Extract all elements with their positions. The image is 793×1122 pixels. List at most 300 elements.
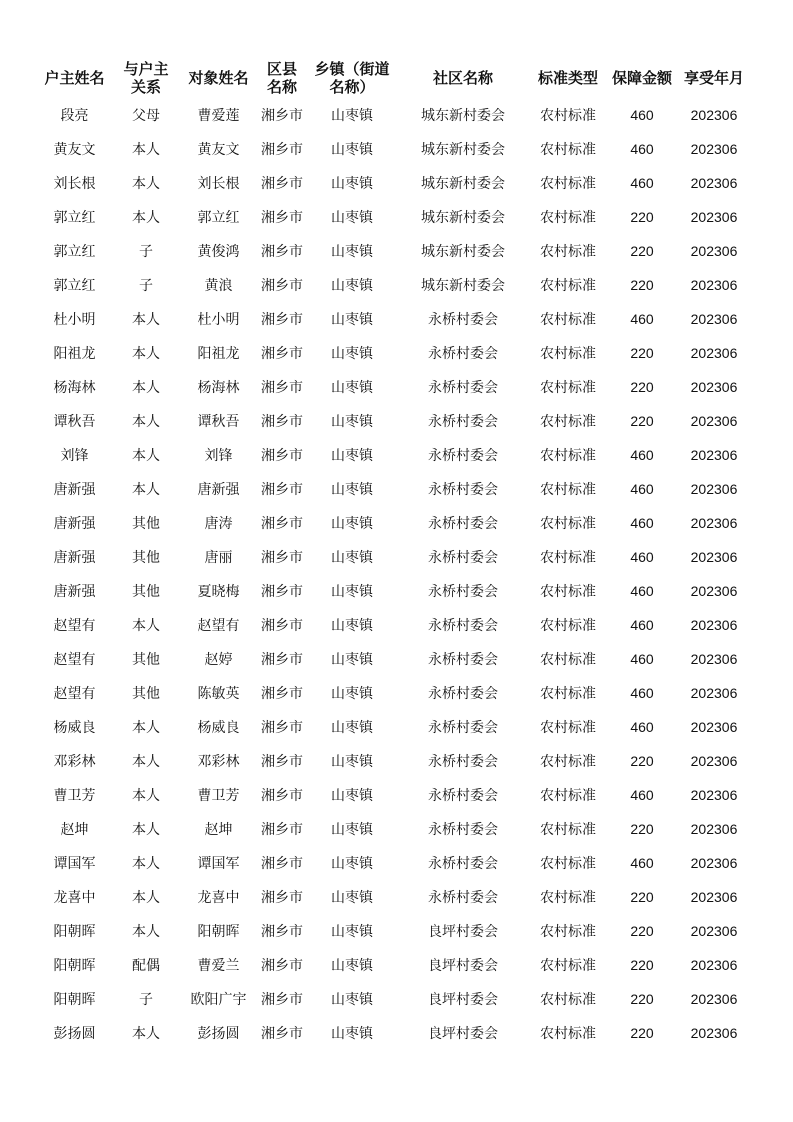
cell-community: 永桥村委会 — [428, 754, 498, 770]
cell-benefit-month: 202306 — [690, 923, 738, 939]
cell-community: 永桥村委会 — [428, 380, 498, 396]
cell-county: 湘乡市 — [261, 142, 303, 158]
cell-county: 湘乡市 — [261, 312, 303, 328]
cell-head-name: 刘长根 — [53, 176, 96, 192]
cell-benefit-month: 202306 — [690, 889, 738, 905]
cell-relation: 父母 — [132, 108, 160, 124]
cell-standard-type: 农村标准 — [540, 890, 596, 906]
cell-benefit-month: 202306 — [690, 345, 738, 361]
cell-recipient-name: 龙喜中 — [197, 890, 240, 906]
cell-recipient-name: 黄浪 — [204, 278, 233, 294]
cell-relation: 本人 — [132, 618, 160, 634]
cell-benefit-month: 202306 — [690, 379, 738, 395]
cell-relation: 本人 — [132, 1026, 160, 1042]
cell-recipient-name: 阳祖龙 — [197, 346, 240, 362]
cell-head-name: 郭立红 — [53, 278, 96, 294]
cell-benefit-month: 202306 — [690, 821, 738, 837]
column-header-line: 名称 — [266, 78, 297, 96]
cell-relation: 其他 — [132, 584, 160, 600]
cell-township: 山枣镇 — [331, 788, 373, 804]
cell-community: 永桥村委会 — [428, 312, 498, 328]
cell-benefit-amount: 460 — [630, 651, 654, 667]
cell-recipient-name: 杨威良 — [197, 720, 240, 736]
cell-head-name: 唐新强 — [53, 550, 96, 566]
column-header-recipient-name — [180, 58, 257, 98]
cell-benefit-amount: 460 — [630, 447, 654, 463]
cell-township: 山枣镇 — [331, 1026, 373, 1042]
cell-township: 山枣镇 — [331, 108, 373, 124]
cell-benefit-amount: 220 — [630, 277, 654, 293]
table-row — [37, 710, 751, 744]
table-row — [37, 540, 751, 574]
cell-township: 山枣镇 — [331, 686, 373, 702]
cell-recipient-name: 欧阳广宇 — [190, 992, 247, 1008]
cell-benefit-month: 202306 — [690, 141, 738, 157]
cell-county: 湘乡市 — [261, 550, 303, 566]
cell-community: 永桥村委会 — [428, 346, 498, 362]
cell-county: 湘乡市 — [261, 924, 303, 940]
cell-community: 城东新村委会 — [421, 142, 505, 158]
cell-benefit-amount: 460 — [630, 855, 654, 871]
column-header-community — [397, 58, 529, 98]
cell-benefit-amount: 460 — [630, 481, 654, 497]
table-row — [37, 778, 751, 812]
cell-township: 山枣镇 — [331, 346, 373, 362]
column-header-line: 保障金额 — [611, 69, 672, 87]
cell-benefit-amount: 460 — [630, 685, 654, 701]
table-row — [37, 404, 751, 438]
cell-township: 山枣镇 — [331, 550, 373, 566]
cell-community: 良坪村委会 — [428, 924, 498, 940]
cell-relation: 本人 — [132, 210, 160, 226]
cell-head-name: 赵坤 — [60, 822, 89, 838]
cell-community: 良坪村委会 — [428, 992, 498, 1008]
cell-relation: 本人 — [132, 414, 160, 430]
cell-recipient-name: 杨海林 — [197, 380, 240, 396]
cell-community: 永桥村委会 — [428, 414, 498, 430]
cell-county: 湘乡市 — [261, 618, 303, 634]
cell-township: 山枣镇 — [331, 822, 373, 838]
cell-township: 山枣镇 — [331, 720, 373, 736]
cell-benefit-amount: 220 — [630, 243, 654, 259]
cell-county: 湘乡市 — [261, 686, 303, 702]
cell-community: 城东新村委会 — [421, 278, 505, 294]
table-row — [37, 166, 751, 200]
table-row — [37, 642, 751, 676]
cell-recipient-name: 唐涛 — [204, 516, 233, 532]
cell-relation: 本人 — [132, 822, 160, 838]
cell-head-name: 杜小明 — [53, 312, 96, 328]
cell-standard-type: 农村标准 — [540, 754, 596, 770]
table-row — [37, 676, 751, 710]
column-header-standard-type — [529, 58, 607, 98]
cell-standard-type: 农村标准 — [540, 380, 596, 396]
cell-head-name: 杨海林 — [53, 380, 96, 396]
cell-recipient-name: 赵望有 — [197, 618, 240, 634]
assistance-roster-table — [37, 58, 751, 1050]
cell-community: 城东新村委会 — [421, 176, 505, 192]
cell-standard-type: 农村标准 — [540, 312, 596, 328]
cell-standard-type: 农村标准 — [540, 992, 596, 1008]
cell-community: 永桥村委会 — [428, 584, 498, 600]
table-row — [37, 268, 751, 302]
cell-relation: 本人 — [132, 856, 160, 872]
cell-county: 湘乡市 — [261, 278, 303, 294]
cell-county: 湘乡市 — [261, 958, 303, 974]
cell-community: 永桥村委会 — [428, 720, 498, 736]
cell-benefit-amount: 460 — [630, 107, 654, 123]
cell-county: 湘乡市 — [261, 652, 303, 668]
table-body — [37, 98, 751, 1050]
cell-standard-type: 农村标准 — [540, 856, 596, 872]
cell-township: 山枣镇 — [331, 244, 373, 260]
cell-standard-type: 农村标准 — [540, 924, 596, 940]
cell-benefit-amount: 220 — [630, 413, 654, 429]
cell-county: 湘乡市 — [261, 754, 303, 770]
cell-recipient-name: 夏晓梅 — [197, 584, 240, 600]
cell-benefit-month: 202306 — [690, 1025, 738, 1041]
cell-relation: 本人 — [132, 448, 160, 464]
cell-recipient-name: 郭立红 — [197, 210, 240, 226]
cell-head-name: 杨威良 — [53, 720, 96, 736]
cell-county: 湘乡市 — [261, 584, 303, 600]
cell-standard-type: 农村标准 — [540, 686, 596, 702]
cell-community: 城东新村委会 — [421, 244, 505, 260]
cell-benefit-month: 202306 — [690, 277, 738, 293]
cell-recipient-name: 刘长根 — [197, 176, 240, 192]
cell-recipient-name: 唐新强 — [197, 482, 240, 498]
cell-benefit-month: 202306 — [690, 787, 738, 803]
table-row — [37, 812, 751, 846]
cell-county: 湘乡市 — [261, 720, 303, 736]
cell-community: 永桥村委会 — [428, 788, 498, 804]
cell-standard-type: 农村标准 — [540, 958, 596, 974]
cell-benefit-amount: 220 — [630, 957, 654, 973]
cell-standard-type: 农村标准 — [540, 278, 596, 294]
column-header-line: 户主姓名 — [44, 69, 105, 87]
cell-county: 湘乡市 — [261, 414, 303, 430]
column-header-line: 标准类型 — [537, 69, 598, 87]
cell-recipient-name: 阳朝晖 — [197, 924, 240, 940]
cell-standard-type: 农村标准 — [540, 788, 596, 804]
cell-township: 山枣镇 — [331, 278, 373, 294]
table-row — [37, 200, 751, 234]
cell-recipient-name: 曹爱莲 — [197, 108, 240, 124]
cell-community: 永桥村委会 — [428, 618, 498, 634]
cell-relation: 本人 — [132, 312, 160, 328]
cell-township: 山枣镇 — [331, 652, 373, 668]
cell-head-name: 段亮 — [60, 108, 89, 124]
cell-head-name: 阳朝晖 — [53, 992, 96, 1008]
cell-head-name: 唐新强 — [53, 516, 96, 532]
cell-standard-type: 农村标准 — [540, 550, 596, 566]
cell-recipient-name: 曹卫芳 — [197, 788, 240, 804]
cell-benefit-month: 202306 — [690, 583, 738, 599]
cell-standard-type: 农村标准 — [540, 516, 596, 532]
cell-benefit-month: 202306 — [690, 243, 738, 259]
cell-benefit-amount: 460 — [630, 515, 654, 531]
cell-community: 永桥村委会 — [428, 856, 498, 872]
cell-recipient-name: 赵婷 — [204, 652, 233, 668]
table-row — [37, 370, 751, 404]
cell-benefit-month: 202306 — [690, 719, 738, 735]
cell-head-name: 唐新强 — [53, 482, 96, 498]
cell-benefit-month: 202306 — [690, 413, 738, 429]
cell-community: 永桥村委会 — [428, 652, 498, 668]
cell-relation: 本人 — [132, 176, 160, 192]
cell-benefit-month: 202306 — [690, 209, 738, 225]
table-row — [37, 574, 751, 608]
cell-relation: 其他 — [132, 550, 160, 566]
cell-head-name: 阳祖龙 — [53, 346, 96, 362]
cell-head-name: 龙喜中 — [53, 890, 96, 906]
cell-recipient-name: 刘锋 — [204, 448, 233, 464]
cell-township: 山枣镇 — [331, 380, 373, 396]
cell-head-name: 谭国军 — [53, 856, 96, 872]
cell-head-name: 邓彩林 — [53, 754, 96, 770]
cell-benefit-amount: 460 — [630, 617, 654, 633]
cell-recipient-name: 杜小明 — [197, 312, 240, 328]
cell-benefit-amount: 220 — [630, 821, 654, 837]
cell-community: 永桥村委会 — [428, 822, 498, 838]
cell-benefit-month: 202306 — [690, 855, 738, 871]
cell-benefit-amount: 460 — [630, 175, 654, 191]
column-header-benefit-amount — [607, 58, 677, 98]
column-header-line: 享受年月 — [683, 69, 744, 87]
cell-township: 山枣镇 — [331, 414, 373, 430]
cell-benefit-month: 202306 — [690, 651, 738, 667]
cell-benefit-month: 202306 — [690, 175, 738, 191]
cell-recipient-name: 彭扬圆 — [197, 1026, 240, 1042]
cell-standard-type: 农村标准 — [540, 720, 596, 736]
cell-benefit-month: 202306 — [690, 107, 738, 123]
cell-standard-type: 农村标准 — [540, 346, 596, 362]
cell-standard-type: 农村标准 — [540, 652, 596, 668]
cell-benefit-amount: 460 — [630, 787, 654, 803]
cell-township: 山枣镇 — [331, 958, 373, 974]
cell-township: 山枣镇 — [331, 142, 373, 158]
column-header-line: 名称） — [329, 78, 375, 96]
table-row — [37, 438, 751, 472]
cell-head-name: 赵望有 — [53, 686, 96, 702]
cell-relation: 子 — [139, 992, 153, 1008]
cell-township: 山枣镇 — [331, 482, 373, 498]
cell-township: 山枣镇 — [331, 856, 373, 872]
cell-recipient-name: 赵坤 — [204, 822, 233, 838]
cell-county: 湘乡市 — [261, 516, 303, 532]
cell-benefit-month: 202306 — [690, 685, 738, 701]
table-row — [37, 914, 751, 948]
cell-benefit-amount: 220 — [630, 923, 654, 939]
cell-relation: 本人 — [132, 482, 160, 498]
cell-head-name: 黄友文 — [53, 142, 96, 158]
cell-head-name: 唐新强 — [53, 584, 96, 600]
cell-benefit-amount: 220 — [630, 1025, 654, 1041]
table-header-row — [37, 58, 751, 98]
cell-benefit-amount: 220 — [630, 753, 654, 769]
cell-standard-type: 农村标准 — [540, 482, 596, 498]
cell-county: 湘乡市 — [261, 822, 303, 838]
cell-relation: 本人 — [132, 754, 160, 770]
table-row — [37, 1016, 751, 1050]
cell-relation: 子 — [139, 244, 153, 260]
cell-township: 山枣镇 — [331, 890, 373, 906]
cell-township: 山枣镇 — [331, 448, 373, 464]
cell-recipient-name: 陈敏英 — [197, 686, 240, 702]
column-header-line: 社区名称 — [432, 69, 493, 87]
cell-benefit-amount: 220 — [630, 889, 654, 905]
cell-community: 良坪村委会 — [428, 1026, 498, 1042]
cell-county: 湘乡市 — [261, 176, 303, 192]
table-row — [37, 506, 751, 540]
column-header-line: 区县 — [266, 60, 297, 78]
cell-community: 永桥村委会 — [428, 516, 498, 532]
cell-standard-type: 农村标准 — [540, 448, 596, 464]
cell-benefit-month: 202306 — [690, 311, 738, 327]
cell-benefit-amount: 220 — [630, 379, 654, 395]
cell-benefit-amount: 460 — [630, 583, 654, 599]
column-header-line: 与户主 — [123, 60, 169, 78]
table-row — [37, 948, 751, 982]
cell-head-name: 谭秋吾 — [53, 414, 96, 430]
cell-relation: 本人 — [132, 346, 160, 362]
cell-relation: 配偶 — [132, 958, 160, 974]
cell-relation: 本人 — [132, 142, 160, 158]
table-row — [37, 982, 751, 1016]
cell-head-name: 彭扬圆 — [53, 1026, 96, 1042]
cell-community: 城东新村委会 — [421, 210, 505, 226]
cell-county: 湘乡市 — [261, 992, 303, 1008]
column-header-benefit-month — [677, 58, 751, 98]
cell-benefit-month: 202306 — [690, 753, 738, 769]
cell-benefit-amount: 220 — [630, 209, 654, 225]
cell-relation: 其他 — [132, 652, 160, 668]
cell-benefit-amount: 460 — [630, 719, 654, 735]
table-row — [37, 336, 751, 370]
cell-benefit-amount: 220 — [630, 345, 654, 361]
cell-county: 湘乡市 — [261, 890, 303, 906]
cell-head-name: 赵望有 — [53, 652, 96, 668]
cell-relation: 其他 — [132, 516, 160, 532]
cell-township: 山枣镇 — [331, 312, 373, 328]
cell-recipient-name: 黄俊鸿 — [197, 244, 240, 260]
cell-benefit-month: 202306 — [690, 549, 738, 565]
cell-township: 山枣镇 — [331, 754, 373, 770]
table-row — [37, 302, 751, 336]
cell-county: 湘乡市 — [261, 448, 303, 464]
cell-county: 湘乡市 — [261, 108, 303, 124]
cell-benefit-month: 202306 — [690, 957, 738, 973]
table-row — [37, 880, 751, 914]
cell-recipient-name: 曹爱兰 — [197, 958, 240, 974]
table-row — [37, 472, 751, 506]
cell-community: 永桥村委会 — [428, 482, 498, 498]
table-row — [37, 234, 751, 268]
cell-recipient-name: 谭国军 — [197, 856, 240, 872]
cell-township: 山枣镇 — [331, 618, 373, 634]
cell-township: 山枣镇 — [331, 176, 373, 192]
cell-benefit-amount: 460 — [630, 549, 654, 565]
cell-standard-type: 农村标准 — [540, 618, 596, 634]
table-row — [37, 608, 751, 642]
cell-relation: 本人 — [132, 924, 160, 940]
table-row — [37, 132, 751, 166]
cell-head-name: 阳朝晖 — [53, 958, 96, 974]
cell-standard-type: 农村标准 — [540, 142, 596, 158]
cell-standard-type: 农村标准 — [540, 176, 596, 192]
cell-township: 山枣镇 — [331, 992, 373, 1008]
cell-head-name: 曹卫芳 — [53, 788, 96, 804]
cell-recipient-name: 黄友文 — [197, 142, 240, 158]
cell-township: 山枣镇 — [331, 516, 373, 532]
column-header-head-name — [37, 58, 112, 98]
cell-community: 城东新村委会 — [421, 108, 505, 124]
cell-county: 湘乡市 — [261, 1026, 303, 1042]
cell-benefit-amount: 460 — [630, 311, 654, 327]
cell-county: 湘乡市 — [261, 482, 303, 498]
cell-recipient-name: 唐丽 — [204, 550, 233, 566]
cell-benefit-month: 202306 — [690, 515, 738, 531]
cell-relation: 其他 — [132, 686, 160, 702]
cell-county: 湘乡市 — [261, 856, 303, 872]
table-row — [37, 744, 751, 778]
cell-benefit-month: 202306 — [690, 617, 738, 633]
cell-relation: 本人 — [132, 890, 160, 906]
cell-benefit-amount: 220 — [630, 991, 654, 1007]
cell-township: 山枣镇 — [331, 210, 373, 226]
column-header-county — [257, 58, 307, 98]
cell-standard-type: 农村标准 — [540, 244, 596, 260]
cell-head-name: 赵望有 — [53, 618, 96, 634]
cell-county: 湘乡市 — [261, 346, 303, 362]
cell-community: 永桥村委会 — [428, 686, 498, 702]
column-header-township — [307, 58, 397, 98]
column-header-line: 对象姓名 — [188, 69, 249, 87]
cell-community: 永桥村委会 — [428, 448, 498, 464]
cell-standard-type: 农村标准 — [540, 1026, 596, 1042]
cell-recipient-name: 谭秋吾 — [197, 414, 240, 430]
cell-township: 山枣镇 — [331, 924, 373, 940]
cell-community: 永桥村委会 — [428, 550, 498, 566]
cell-standard-type: 农村标准 — [540, 822, 596, 838]
cell-county: 湘乡市 — [261, 788, 303, 804]
cell-community: 永桥村委会 — [428, 890, 498, 906]
cell-head-name: 郭立红 — [53, 244, 96, 260]
cell-county: 湘乡市 — [261, 380, 303, 396]
table-row — [37, 98, 751, 132]
cell-benefit-month: 202306 — [690, 481, 738, 497]
cell-community: 良坪村委会 — [428, 958, 498, 974]
cell-relation: 子 — [139, 278, 153, 294]
column-header-relation — [112, 58, 180, 98]
cell-county: 湘乡市 — [261, 244, 303, 260]
cell-township: 山枣镇 — [331, 584, 373, 600]
cell-standard-type: 农村标准 — [540, 584, 596, 600]
cell-relation: 本人 — [132, 380, 160, 396]
cell-standard-type: 农村标准 — [540, 108, 596, 124]
cell-head-name: 郭立红 — [53, 210, 96, 226]
cell-relation: 本人 — [132, 788, 160, 804]
cell-standard-type: 农村标准 — [540, 210, 596, 226]
cell-head-name: 刘锋 — [60, 448, 89, 464]
cell-county: 湘乡市 — [261, 210, 303, 226]
cell-head-name: 阳朝晖 — [53, 924, 96, 940]
cell-benefit-month: 202306 — [690, 991, 738, 1007]
table-row — [37, 846, 751, 880]
cell-benefit-month: 202306 — [690, 447, 738, 463]
cell-relation: 本人 — [132, 720, 160, 736]
cell-standard-type: 农村标准 — [540, 414, 596, 430]
